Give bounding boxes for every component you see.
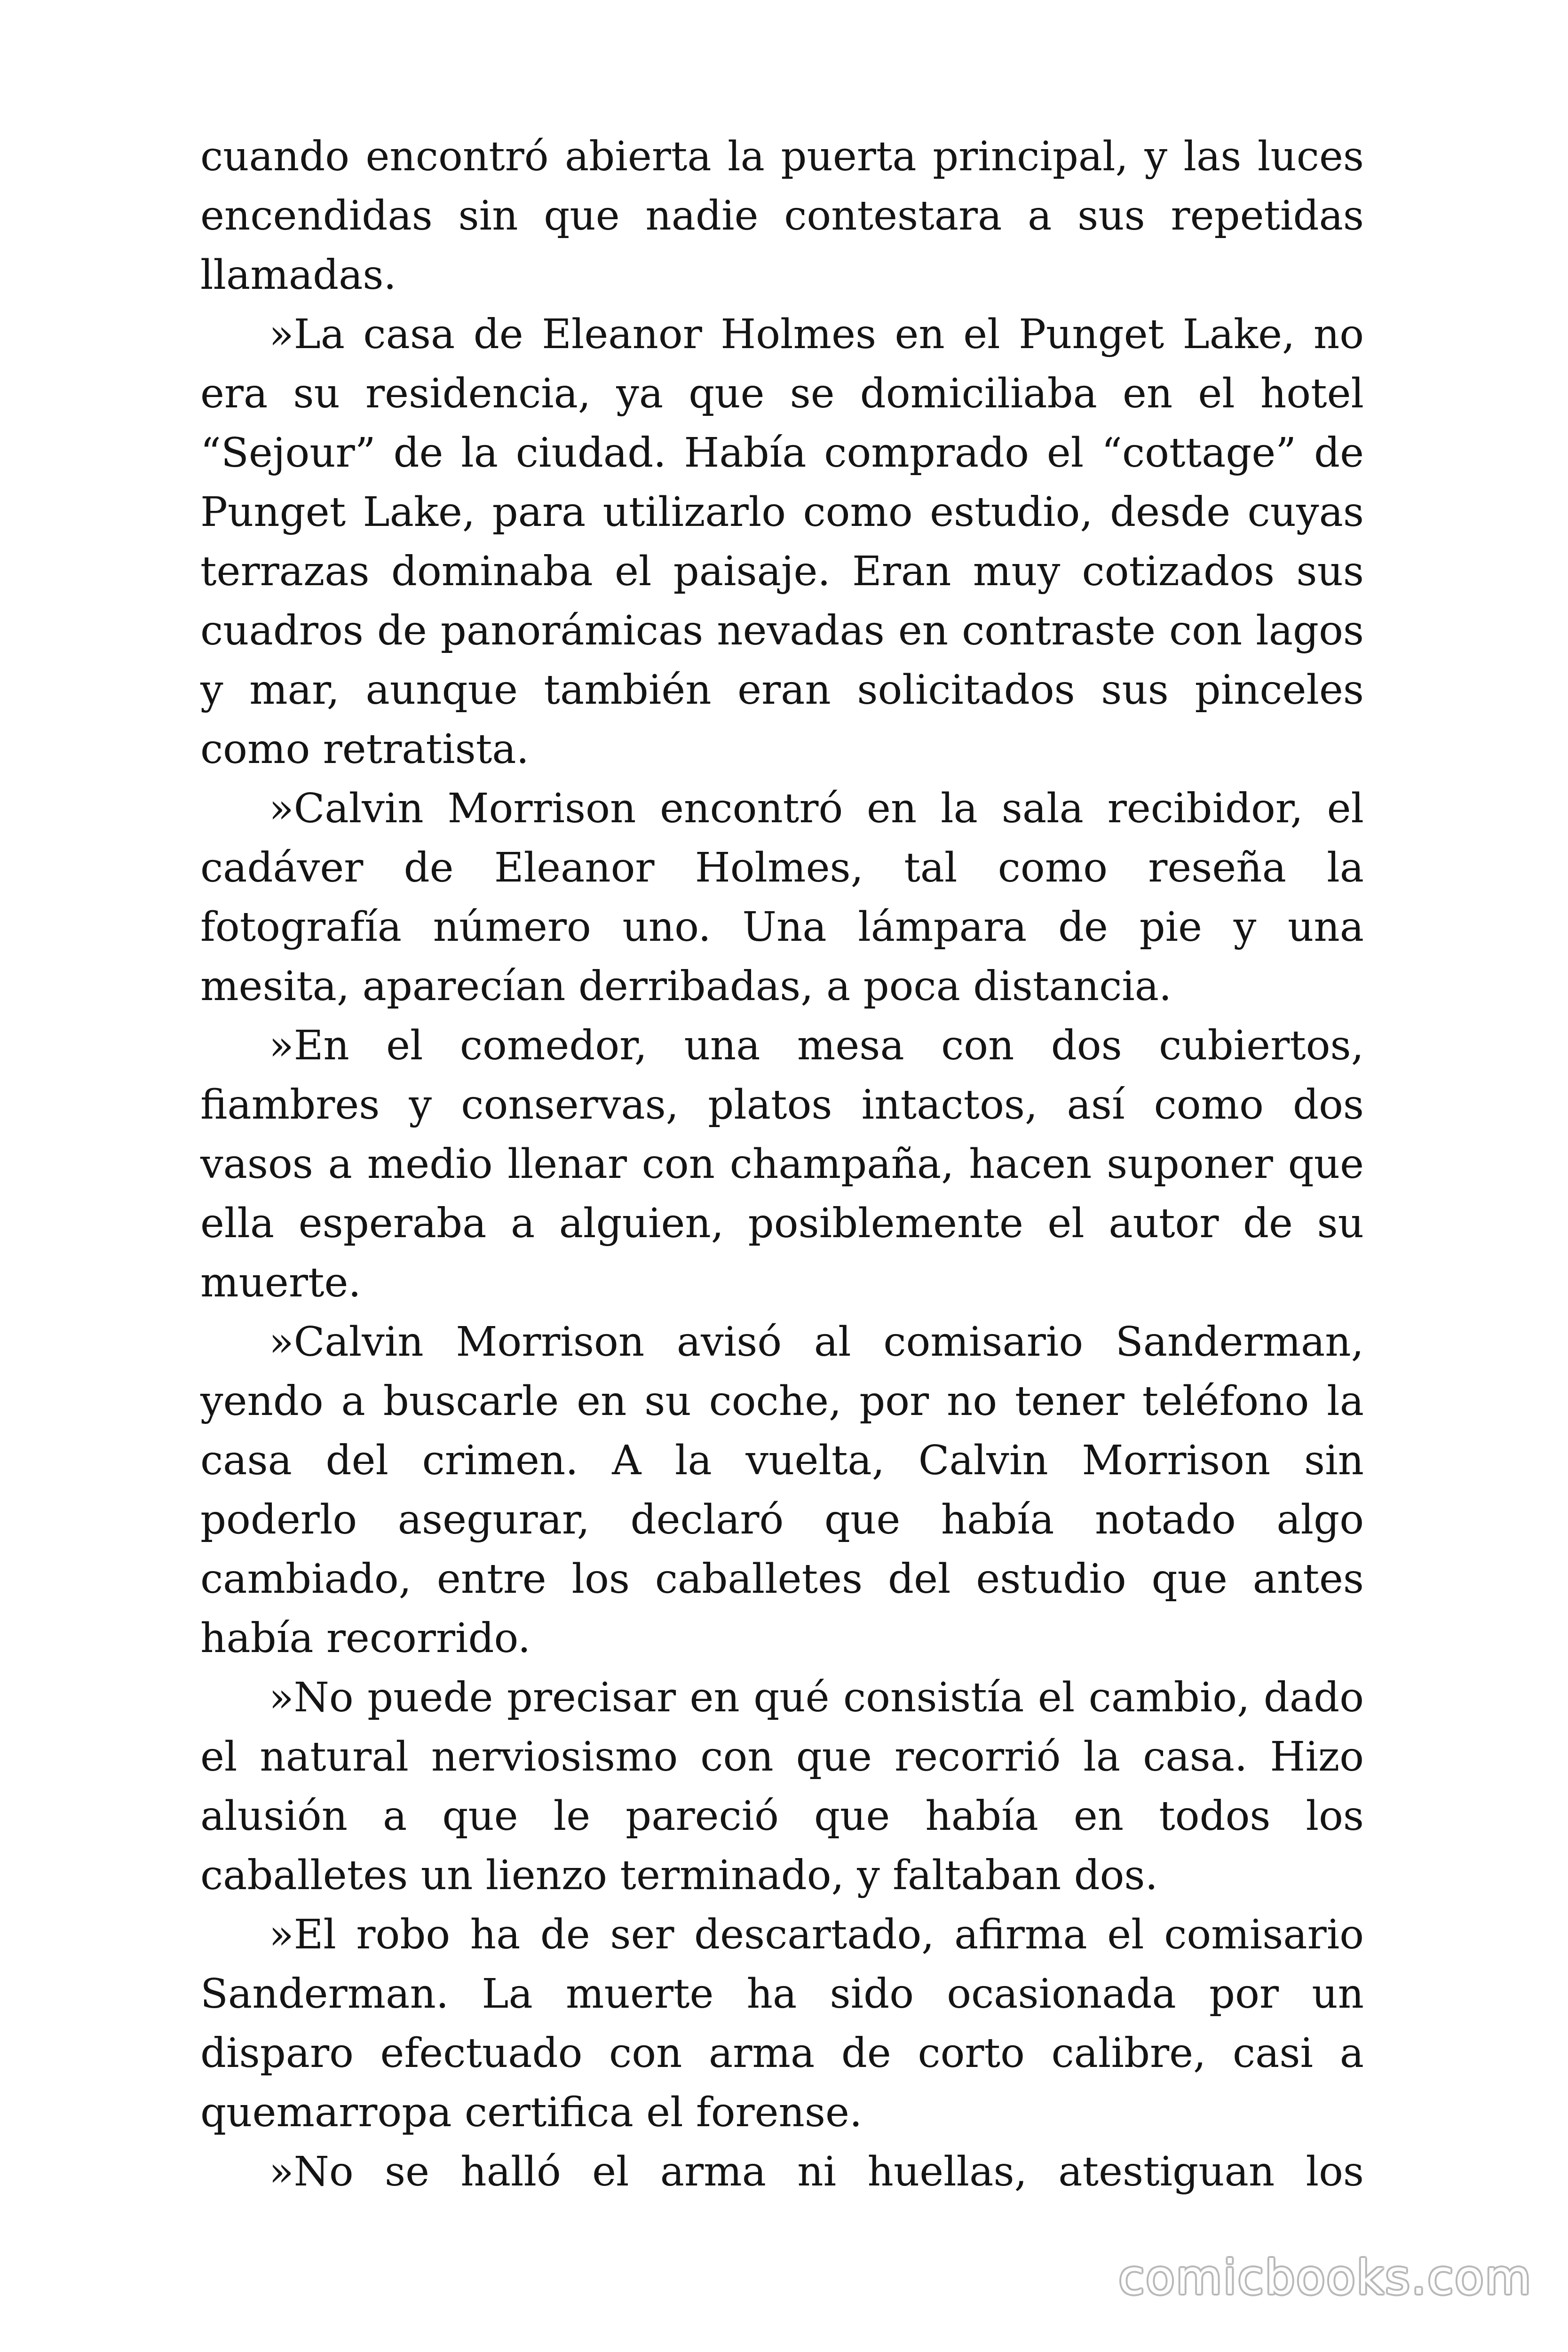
paragraph-1: cuando encontró abierta la puerta principal, y las luces encendidas sin que nadie contestara a sus repetidas llamadas. <box>200 133 1364 299</box>
paragraph-4: »En el comedor, una mesa con dos cubiertos, fiambres y conservas, platos intactos, así como dos vasos a medio llenar con champaña, hacen suponer que ella esperaba a alguien, posiblemente el autor de su muerte. <box>200 1022 1364 1306</box>
paragraph-3: »Calvin Morrison encontró en la sala recibidor, el cadáver de Eleanor Holmes, tal como reseña la fotografía número uno. Una lámpara de pie y una mesita, aparecían derribadas, a poca distancia. <box>200 785 1364 1010</box>
paragraph-7: »El robo ha de ser descartado, afirma el comisario Sanderman. La muerte ha sido ocasionada por un disparo efectuado con arma de corto calibre, casi a quemarropa certifica el forense. <box>200 1911 1364 2136</box>
paragraph-5: »Calvin Morrison avisó al comisario Sanderman, yendo a buscarle en su coche, por no tener teléfono la casa del crimen. A la vuelta, Calvin Morrison sin poderlo asegurar, declaró que había notado algo cambiado, entre los caballetes del estudio que antes había recorrido. <box>200 1319 1364 1662</box>
page-body <box>200 127 1364 2201</box>
watermark: comicbooks.com <box>1118 2250 1532 2305</box>
paragraph-6: »No puede precisar en qué consistía el cambio, dado el natural nerviosismo con que recorrió la casa. Hizo alusión a que le pareció que había en todos los caballetes un lienzo terminado, y faltaban dos. <box>200 1674 1364 1899</box>
paragraph-2: »La casa de Eleanor Holmes en el Punget Lake, no era su residencia, ya que se domiciliaba en el hotel “Sejour” de la ciudad. Había comprado el “cottage” de Punget Lake, para utilizarlo como estudio, desde cuyas terrazas dominaba el paisaje. Eran muy cotizados sus cuadros de panorámicas nevadas en contraste con lagos y mar, aunque también eran solicitados sus pinceles como retratista. <box>200 311 1364 773</box>
paragraph-8: »No se halló el arma ni huellas, atestiguan los <box>269 2148 1364 2195</box>
